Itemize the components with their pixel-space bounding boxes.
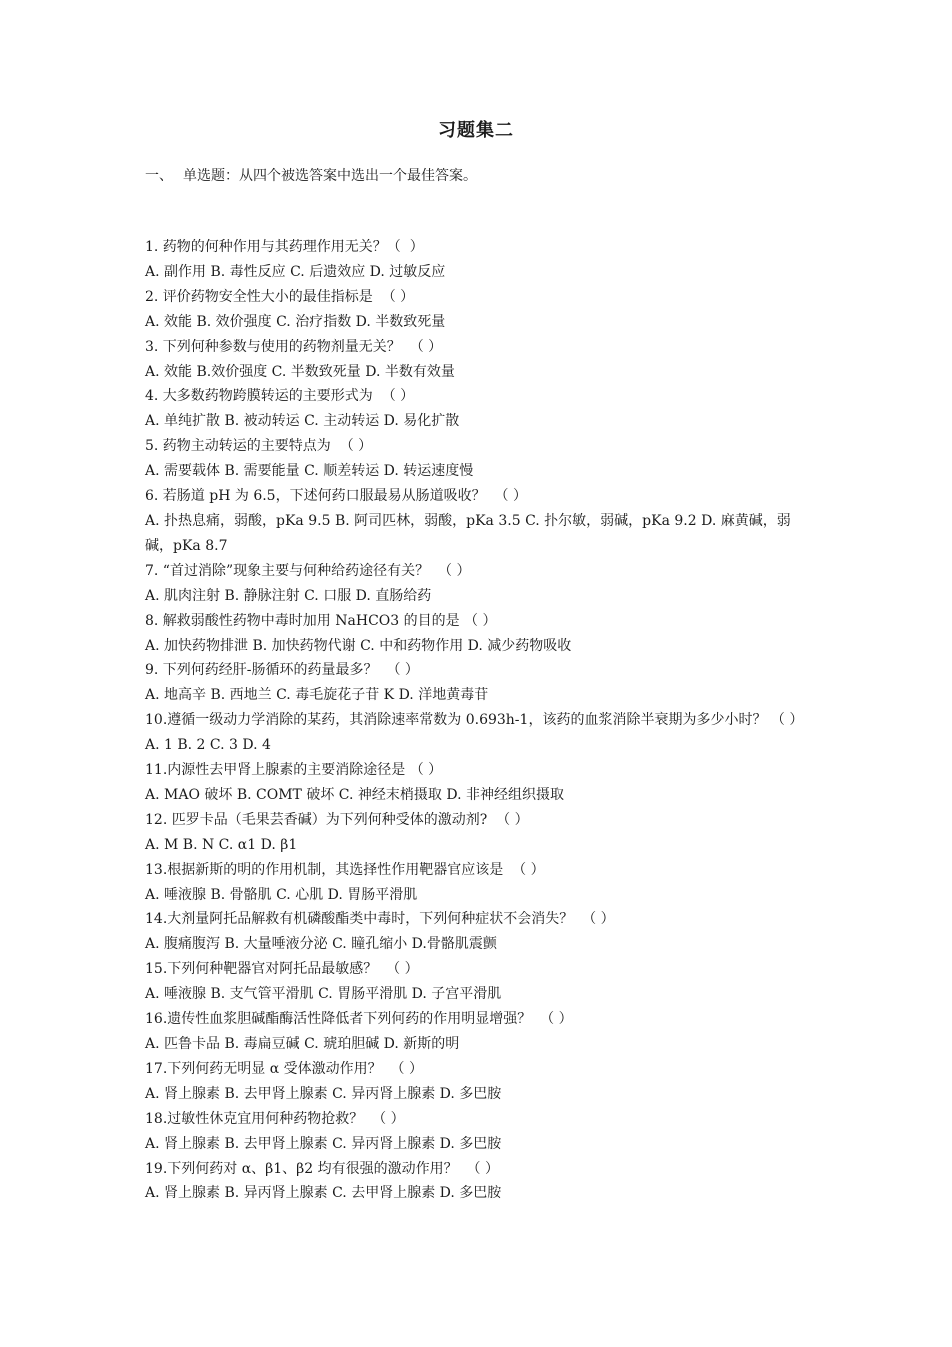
options-line: A. M B. N C. α1 D. β1	[145, 836, 298, 853]
question-line: 8. 解救弱酸性药物中毒时加用 NaHCO3 的目的是 （ ）	[145, 612, 497, 629]
options-line: A. 肾上腺素 B. 去甲肾上腺素 C. 异丙肾上腺素 D. 多巴胺	[145, 1135, 502, 1152]
question-line: 7. “首过消除”现象主要与何种给药途径有关？ （ ）	[145, 562, 471, 579]
question-line: 4. 大多数药物跨膜转运的主要形式为 （ ）	[145, 388, 415, 405]
question-line: 2. 评价药物安全性大小的最佳指标是 （ ）	[145, 288, 415, 305]
question-list	[145, 235, 810, 1206]
question-line: 10.遵循一级动力学消除的某药，其消除速率常数为 0.693h-1，该药的血浆消除半衰期为多少小时？ （ ）	[145, 712, 804, 729]
question-line: 9. 下列何药经肝-肠循环的药量最多？ （ ）	[145, 662, 419, 679]
question-line: 3. 下列何种参数与使用的药物剂量无关？ （ ）	[145, 338, 443, 355]
question-line: 15.下列何种靶器官对阿托品最敏感？ （ ）	[145, 961, 419, 978]
question-line: 14.大剂量阿托品解救有机磷酸酯类中毒时，下列何种症状不会消失？ （ ）	[145, 911, 615, 928]
question-line: 6. 若肠道 pH 为 6.5，下述何药口服最易从肠道吸收？ （ ）	[145, 488, 527, 505]
page-title: 习题集二	[438, 120, 514, 141]
options-line: A. 匹鲁卡品 B. 毒扁豆碱 C. 琥珀胆碱 D. 新斯的明	[145, 1036, 460, 1052]
options-line: A. 效能 B. 效价强度 C. 治疗指数 D. 半数致死量	[145, 313, 446, 330]
question-line: 1. 药物的何种作用与其药理作用无关？（ ）	[145, 239, 424, 255]
options-line: A. 唾液腺 B. 支气管平滑肌 C. 胃肠平滑肌 D. 子宫平滑肌	[145, 986, 502, 1003]
section-text: 单选题：从四个被选答案中选出一个最佳答案。	[183, 168, 477, 184]
question-line: 11.内源性去甲肾上腺素的主要消除途径是 （ ）	[145, 762, 443, 779]
options-line: A. 肾上腺素 B. 异丙肾上腺素 C. 去甲肾上腺素 D. 多巴胺	[145, 1185, 502, 1202]
question-line: 19.下列何药对 α、β1、β2 均有很强的激动作用？ （ ）	[145, 1160, 499, 1177]
options-line: A. 肌肉注射 B. 静脉注射 C. 口服 D. 直肠给药	[145, 587, 432, 604]
question-line: 16.遗传性血浆胆碱酯酶活性降低者下列何药的作用明显增强？ （ ）	[145, 1011, 573, 1028]
options-line: A. 腹痛腹泻 B. 大量唾液分泌 C. 瞳孔缩小 D.骨骼肌震颤	[145, 936, 497, 953]
options-line: A. 副作用 B. 毒性反应 C. 后遗效应 D. 过敏反应	[145, 263, 446, 280]
question-line: 13.根据新斯的明的作用机制，其选择性作用靶器官应该是 （ ）	[145, 861, 545, 878]
question-line: 18.过敏性休克宜用何种药物抢救？ （ ）	[145, 1110, 405, 1127]
options-line: A. 加快药物排泄 B. 加快药物代谢 C. 中和药物作用 D. 减少药物吸收	[145, 637, 572, 654]
options-line: A. 地高辛 B. 西地兰 C. 毒毛旋花子苷 K D. 洋地黄毒苷	[145, 687, 489, 704]
options-line: A. 肾上腺素 B. 去甲肾上腺素 C. 异丙肾上腺素 D. 多巴胺	[145, 1085, 502, 1102]
options-line: A. 单纯扩散 B. 被动转运 C. 主动转运 D. 易化扩散	[145, 413, 460, 430]
options-line: A. 唾液腺 B. 骨骼肌 C. 心肌 D. 胃肠平滑肌	[145, 886, 418, 903]
options-line: A. MAO 破坏 B. COMT 破坏 C. 神经末梢摄取 D. 非神经组织摄取	[145, 786, 564, 803]
options-line: A. 需要载体 B. 需要能量 C. 顺差转运 D. 转运速度慢	[145, 463, 474, 480]
question-line: 17.下列何药无明显 α 受体激动作用？ （ ）	[145, 1060, 423, 1077]
options-line: A. 1 B. 2 C. 3 D. 4	[145, 737, 271, 754]
section-number: 一、	[145, 168, 173, 184]
options-line: A. 效能 B.效价强度 C. 半数致死量 D. 半数有效量	[145, 363, 455, 380]
question-line: 5. 药物主动转运的主要特点为 （ ）	[145, 438, 373, 455]
section-heading	[145, 165, 477, 185]
question-line: 12. 匹罗卡品（毛果芸香碱）为下列何种受体的激动剂? （ ）	[145, 811, 529, 828]
options-line: A. 扑热息痛，弱酸，pKa 9.5 B. 阿司匹林，弱酸，pKa 3.5 C. 扑尔敏，弱碱，pKa 9.2 D. 麻黄碱，弱碱，pKa 8.7	[145, 512, 791, 554]
